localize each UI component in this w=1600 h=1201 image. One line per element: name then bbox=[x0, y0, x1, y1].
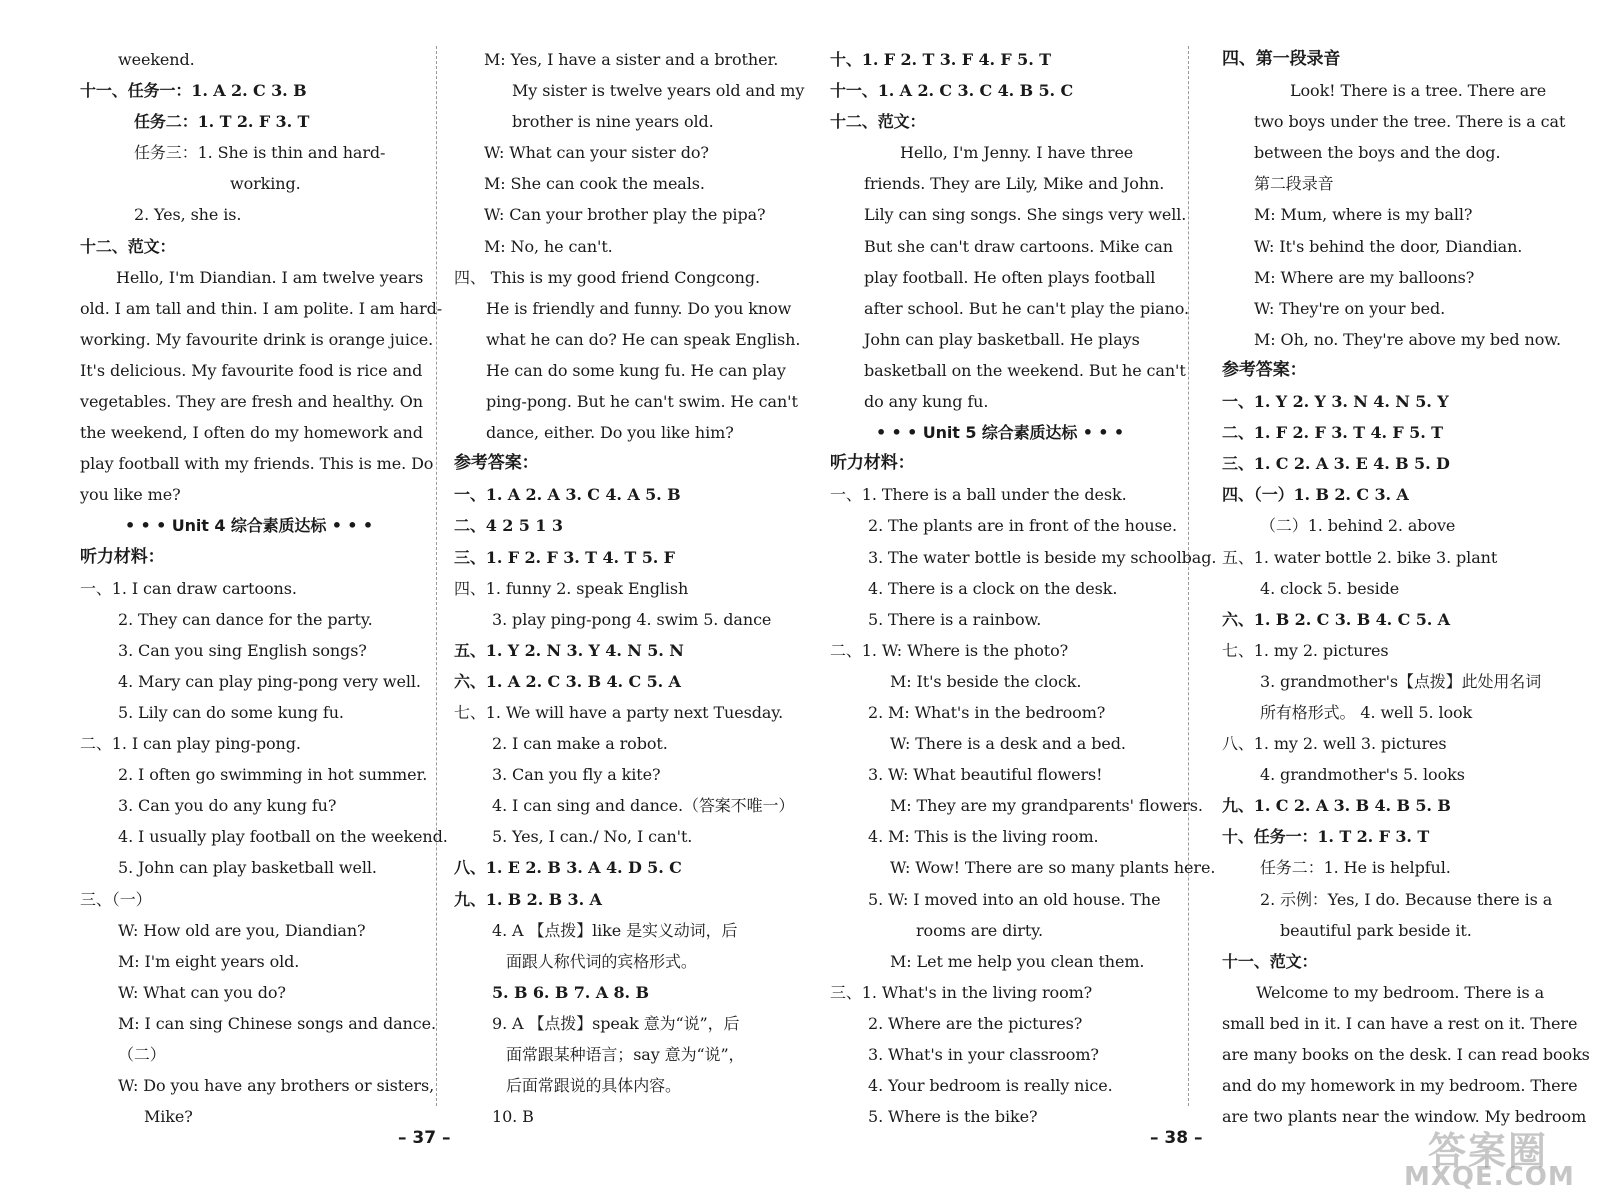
column-divider bbox=[436, 46, 437, 1106]
text-line: 一、1. There is a ball under the desk. bbox=[830, 485, 1127, 505]
answer-line: 四、1. funny 2. speak English bbox=[454, 578, 689, 598]
answer-line: 所有格形式。 4. well 5. look bbox=[1260, 702, 1473, 722]
text-line: 5. Lily can do some kung fu. bbox=[118, 702, 344, 722]
answer-line: 九、1. C 2. A 3. B 4. B 5. B bbox=[1222, 796, 1451, 816]
answer-line: 十、任务一：1. T 2. F 3. T bbox=[1222, 827, 1430, 847]
column-2 bbox=[454, 44, 805, 1132]
text-line: between the boys and the dog. bbox=[1254, 143, 1501, 163]
column-1 bbox=[80, 44, 448, 1132]
answer-line: （二）1. behind 2. above bbox=[1260, 516, 1456, 536]
answer-line: 五、1. Y 2. N 3. Y 4. N 5. N bbox=[454, 640, 684, 660]
answer-line: 10. B bbox=[492, 1107, 534, 1127]
text-line: 三、（一） bbox=[80, 889, 152, 909]
text-line: 5. Where is the bike? bbox=[868, 1107, 1038, 1127]
text-line: 2. M: What's in the bedroom? bbox=[868, 702, 1106, 722]
text-line: after school. But he can't play the piano. bbox=[864, 298, 1190, 318]
text-line: 2. I often go swimming in hot summer. bbox=[118, 765, 428, 785]
text-line: 4. Your bedroom is really nice. bbox=[868, 1076, 1113, 1096]
text-line: do any kung fu. bbox=[864, 392, 989, 412]
text-line: 一、1. I can draw cartoons. bbox=[80, 578, 297, 598]
answer-line: 六、1. A 2. C 3. B 4. C 5. A bbox=[454, 671, 681, 691]
answer-line: 面跟人称代词的宾格形式。 bbox=[506, 951, 697, 971]
answer-line: 后面常跟说的具体内容。 bbox=[506, 1076, 681, 1096]
watermark-top: 答案圈 bbox=[1428, 1129, 1549, 1173]
text-line: weekend. bbox=[118, 50, 195, 69]
text-line: W: What can you do? bbox=[118, 982, 286, 1002]
answer-line: 八、1. my 2. well 3. pictures bbox=[1222, 734, 1447, 754]
text-line: But she can't draw cartoons. Mike can bbox=[864, 236, 1173, 256]
text-line: W: Do you have any brothers or sisters, bbox=[118, 1076, 435, 1096]
text-line: old. I am tall and thin. I am polite. I am hard- bbox=[80, 298, 443, 318]
answer-line: 十、1. F 2. T 3. F 4. F 5. T bbox=[830, 50, 1051, 69]
column-4 bbox=[1222, 44, 1590, 1132]
section-heading: 四、第一段录音 bbox=[1222, 49, 1341, 69]
column-divider bbox=[1188, 46, 1189, 1106]
answer-line: 4. grandmother's 5. looks bbox=[1260, 765, 1465, 785]
text-line: vegetables. They are fresh and healthy. On bbox=[80, 392, 423, 412]
answer-line: 4. I can sing and dance.（答案不唯一） bbox=[492, 796, 795, 816]
text-line: 4. I usually play football on the weekend. bbox=[118, 827, 448, 847]
text-line: the weekend, I often do my homework and bbox=[80, 423, 423, 443]
text-line: W: How old are you, Diandian? bbox=[118, 920, 366, 940]
text-line: friends. They are Lily, Mike and John. bbox=[864, 174, 1165, 194]
text-line: 2. Where are the pictures? bbox=[868, 1013, 1083, 1033]
text-line: M: It's beside the clock. bbox=[890, 671, 1082, 691]
text-line: John can play basketball. He plays bbox=[864, 329, 1140, 349]
text-line: Hello, I'm Diandian. I am twelve years bbox=[116, 267, 424, 287]
text-line: M: Let me help you clean them. bbox=[890, 951, 1145, 971]
answer-line: 二、1. F 2. F 3. T 4. F 5. T bbox=[1222, 423, 1443, 443]
text-line: M: I'm eight years old. bbox=[118, 951, 300, 971]
text-line: It's delicious. My favourite food is rice and bbox=[80, 360, 423, 380]
text-line: 3. Can you do any kung fu? bbox=[118, 796, 337, 816]
text-line: 4. There is a clock on the desk. bbox=[868, 578, 1118, 598]
section-heading: 听力材料： bbox=[830, 453, 915, 474]
text-line: Look! There is a tree. There are bbox=[1290, 81, 1547, 101]
text-line: My sister is twelve years old and my bbox=[512, 81, 805, 101]
text-line: play football with my friends. This is me. Do bbox=[80, 454, 434, 474]
text-line: dance, either. Do you like him? bbox=[486, 423, 734, 443]
text-line: 5. John can play basketball well. bbox=[118, 858, 377, 878]
text-line: Hello, I'm Jenny. I have three bbox=[900, 143, 1134, 163]
text-line: M: She can cook the meals. bbox=[484, 174, 705, 194]
text-line: ping-pong. But he can't swim. He can't bbox=[486, 392, 798, 412]
column-3 bbox=[830, 44, 1217, 1132]
text-line: W: They're on your bed. bbox=[1254, 298, 1446, 318]
answer-line: 任务二：1. He is helpful. bbox=[1260, 858, 1451, 878]
text-line: basketball on the weekend. But he can't bbox=[864, 360, 1186, 380]
section-heading: 十一、范文： bbox=[1222, 951, 1318, 971]
text-line: 二、1. W: Where is the photo? bbox=[830, 640, 1069, 660]
text-line: 三、1. What's in the living room? bbox=[830, 982, 1093, 1002]
text-line: 十一、任务一：1. A 2. C 3. B bbox=[80, 81, 307, 101]
text-line: brother is nine years old. bbox=[512, 112, 714, 132]
text-line: 四、 This is my good friend Congcong. bbox=[454, 267, 760, 287]
watermark-bottom: MXQE.COM bbox=[1404, 1162, 1575, 1192]
answer-line: 4. A 【点拨】like 是实义动词，后 bbox=[492, 920, 738, 940]
text-line: small bed in it. I can have a rest on it. There bbox=[1222, 1013, 1578, 1033]
text-line: M: Where are my balloons? bbox=[1254, 267, 1475, 287]
text-line: 5. W: I moved into an old house. The bbox=[868, 889, 1161, 909]
answer-line: 五、1. water bottle 2. bike 3. plant bbox=[1222, 547, 1498, 567]
answer-line: 一、1. A 2. A 3. C 4. A 5. B bbox=[454, 485, 681, 505]
text-line: Lily can sing songs. She sings very well. bbox=[864, 205, 1187, 225]
text-line: （二） bbox=[118, 1045, 166, 1064]
page-number: – 37 – bbox=[398, 1128, 451, 1148]
text-line: M: They are my grandparents' flowers. bbox=[890, 796, 1203, 816]
text-line: 3. W: What beautiful flowers! bbox=[868, 765, 1103, 785]
text-line: are two plants near the window. My bedroom bbox=[1222, 1107, 1587, 1127]
text-line: 二、1. I can play ping-pong. bbox=[80, 734, 301, 754]
text-line: 任务三：1. She is thin and hard- bbox=[134, 143, 386, 163]
watermark bbox=[1404, 1120, 1575, 1192]
answer-line: 2. 示例：Yes, I do. Because there is a bbox=[1260, 889, 1553, 909]
text-line: M: Mum, where is my ball? bbox=[1254, 205, 1473, 225]
text-line: 2. The plants are in front of the house. bbox=[868, 516, 1178, 536]
text-line: what he can do? He can speak English. bbox=[486, 329, 801, 349]
text-line: He can do some kung fu. He can play bbox=[486, 360, 786, 380]
text-line: 5. There is a rainbow. bbox=[868, 609, 1042, 629]
answer-line: 9. A 【点拨】speak 意为“说”，后 bbox=[492, 1013, 740, 1033]
text-line: 3. The water bottle is beside my schoolbag. bbox=[868, 547, 1217, 567]
text-line: 第二段录音 bbox=[1254, 174, 1334, 194]
answer-line: 2. I can make a robot. bbox=[492, 734, 668, 754]
text-line: two boys under the tree. There is a cat bbox=[1254, 112, 1566, 132]
text-line: rooms are dirty. bbox=[916, 920, 1043, 940]
text-line: play football. He often plays football bbox=[864, 267, 1156, 287]
answer-line: 一、1. Y 2. Y 3. N 4. N 5. Y bbox=[1222, 392, 1449, 412]
text-line: are many books on the desk. I can read books bbox=[1222, 1045, 1590, 1064]
answer-line: 八、1. E 2. B 3. A 4. D 5. C bbox=[454, 858, 682, 878]
text-line: Mike? bbox=[144, 1107, 193, 1127]
text-line: 4. Mary can play ping-pong very well. bbox=[118, 671, 421, 691]
text-line: working. My favourite drink is orange juice. bbox=[80, 329, 434, 349]
unit-heading: • • • Unit 4 综合素质达标 • • • bbox=[124, 516, 374, 536]
text-line: W: Can your brother play the pipa? bbox=[484, 205, 766, 225]
answer-line: 七、1. We will have a party next Tuesday. bbox=[454, 702, 784, 722]
answer-line: 三、1. F 2. F 3. T 4. T 5. F bbox=[454, 547, 675, 567]
text-line: M: Yes, I have a sister and a brother. bbox=[484, 50, 779, 69]
text-line: M: No, he can't. bbox=[484, 236, 613, 256]
text-line: W: Wow! There are so many plants here. bbox=[890, 858, 1216, 878]
answer-line: 3. Can you fly a kite? bbox=[492, 765, 661, 785]
text-line: 2. Yes, she is. bbox=[134, 205, 242, 225]
text-line: 任务二：1. T 2. F 3. T bbox=[134, 112, 310, 132]
text-line: He is friendly and funny. Do you know bbox=[486, 298, 792, 318]
text-line: W: What can your sister do? bbox=[484, 143, 709, 163]
answer-line: 3. grandmother's【点拨】此处用名词 bbox=[1260, 671, 1542, 691]
answer-line: 5. B 6. B 7. A 8. B bbox=[492, 982, 649, 1002]
answer-line: 十一、1. A 2. C 3. C 4. B 5. C bbox=[830, 81, 1074, 101]
text-line: Welcome to my bedroom. There is a bbox=[1256, 982, 1545, 1002]
text-line: you like me? bbox=[80, 485, 181, 505]
section-heading: 十二、范文： bbox=[830, 112, 926, 132]
answer-line: 七、1. my 2. pictures bbox=[1222, 640, 1389, 660]
answer-line: 4. clock 5. beside bbox=[1260, 578, 1400, 598]
text-line: and do my homework in my bedroom. There bbox=[1222, 1076, 1578, 1096]
answer-line: 3. play ping-pong 4. swim 5. dance bbox=[492, 609, 772, 629]
section-heading: 听力材料： bbox=[80, 546, 165, 567]
answer-line: 四、（一）1. B 2. C 3. A bbox=[1222, 485, 1409, 505]
text-line: 3. What's in your classroom? bbox=[868, 1045, 1099, 1064]
section-heading: 十二、范文： bbox=[80, 236, 176, 256]
page-number: – 38 – bbox=[1150, 1128, 1203, 1148]
text-line: W: It's behind the door, Diandian. bbox=[1254, 236, 1523, 256]
answer-line: 六、1. B 2. C 3. B 4. C 5. A bbox=[1222, 609, 1450, 629]
answer-line: 面常跟某种语言；say 意为“说”， bbox=[506, 1045, 745, 1064]
text-line: W: There is a desk and a bed. bbox=[890, 734, 1126, 754]
text-line: 3. Can you sing English songs? bbox=[118, 640, 367, 660]
answer-line: 5. Yes, I can./ No, I can't. bbox=[492, 827, 693, 847]
text-line: 4. M: This is the living room. bbox=[868, 827, 1099, 847]
unit-heading: • • • Unit 5 综合素质达标 • • • bbox=[875, 423, 1125, 443]
answer-line: beautiful park beside it. bbox=[1280, 920, 1472, 940]
answer-line: 三、1. C 2. A 3. E 4. B 5. D bbox=[1222, 454, 1450, 474]
text-line: 2. They can dance for the party. bbox=[118, 609, 373, 629]
section-heading: 参考答案： bbox=[454, 453, 539, 474]
text-line: working. bbox=[230, 174, 301, 194]
text-line: M: Oh, no. They're above my bed now. bbox=[1254, 329, 1561, 349]
answer-line: 二、4 2 5 1 3 bbox=[454, 516, 563, 536]
answer-line: 九、1. B 2. B 3. A bbox=[454, 889, 602, 909]
text-line: M: I can sing Chinese songs and dance. bbox=[118, 1013, 436, 1033]
section-heading: 参考答案： bbox=[1222, 359, 1307, 380]
